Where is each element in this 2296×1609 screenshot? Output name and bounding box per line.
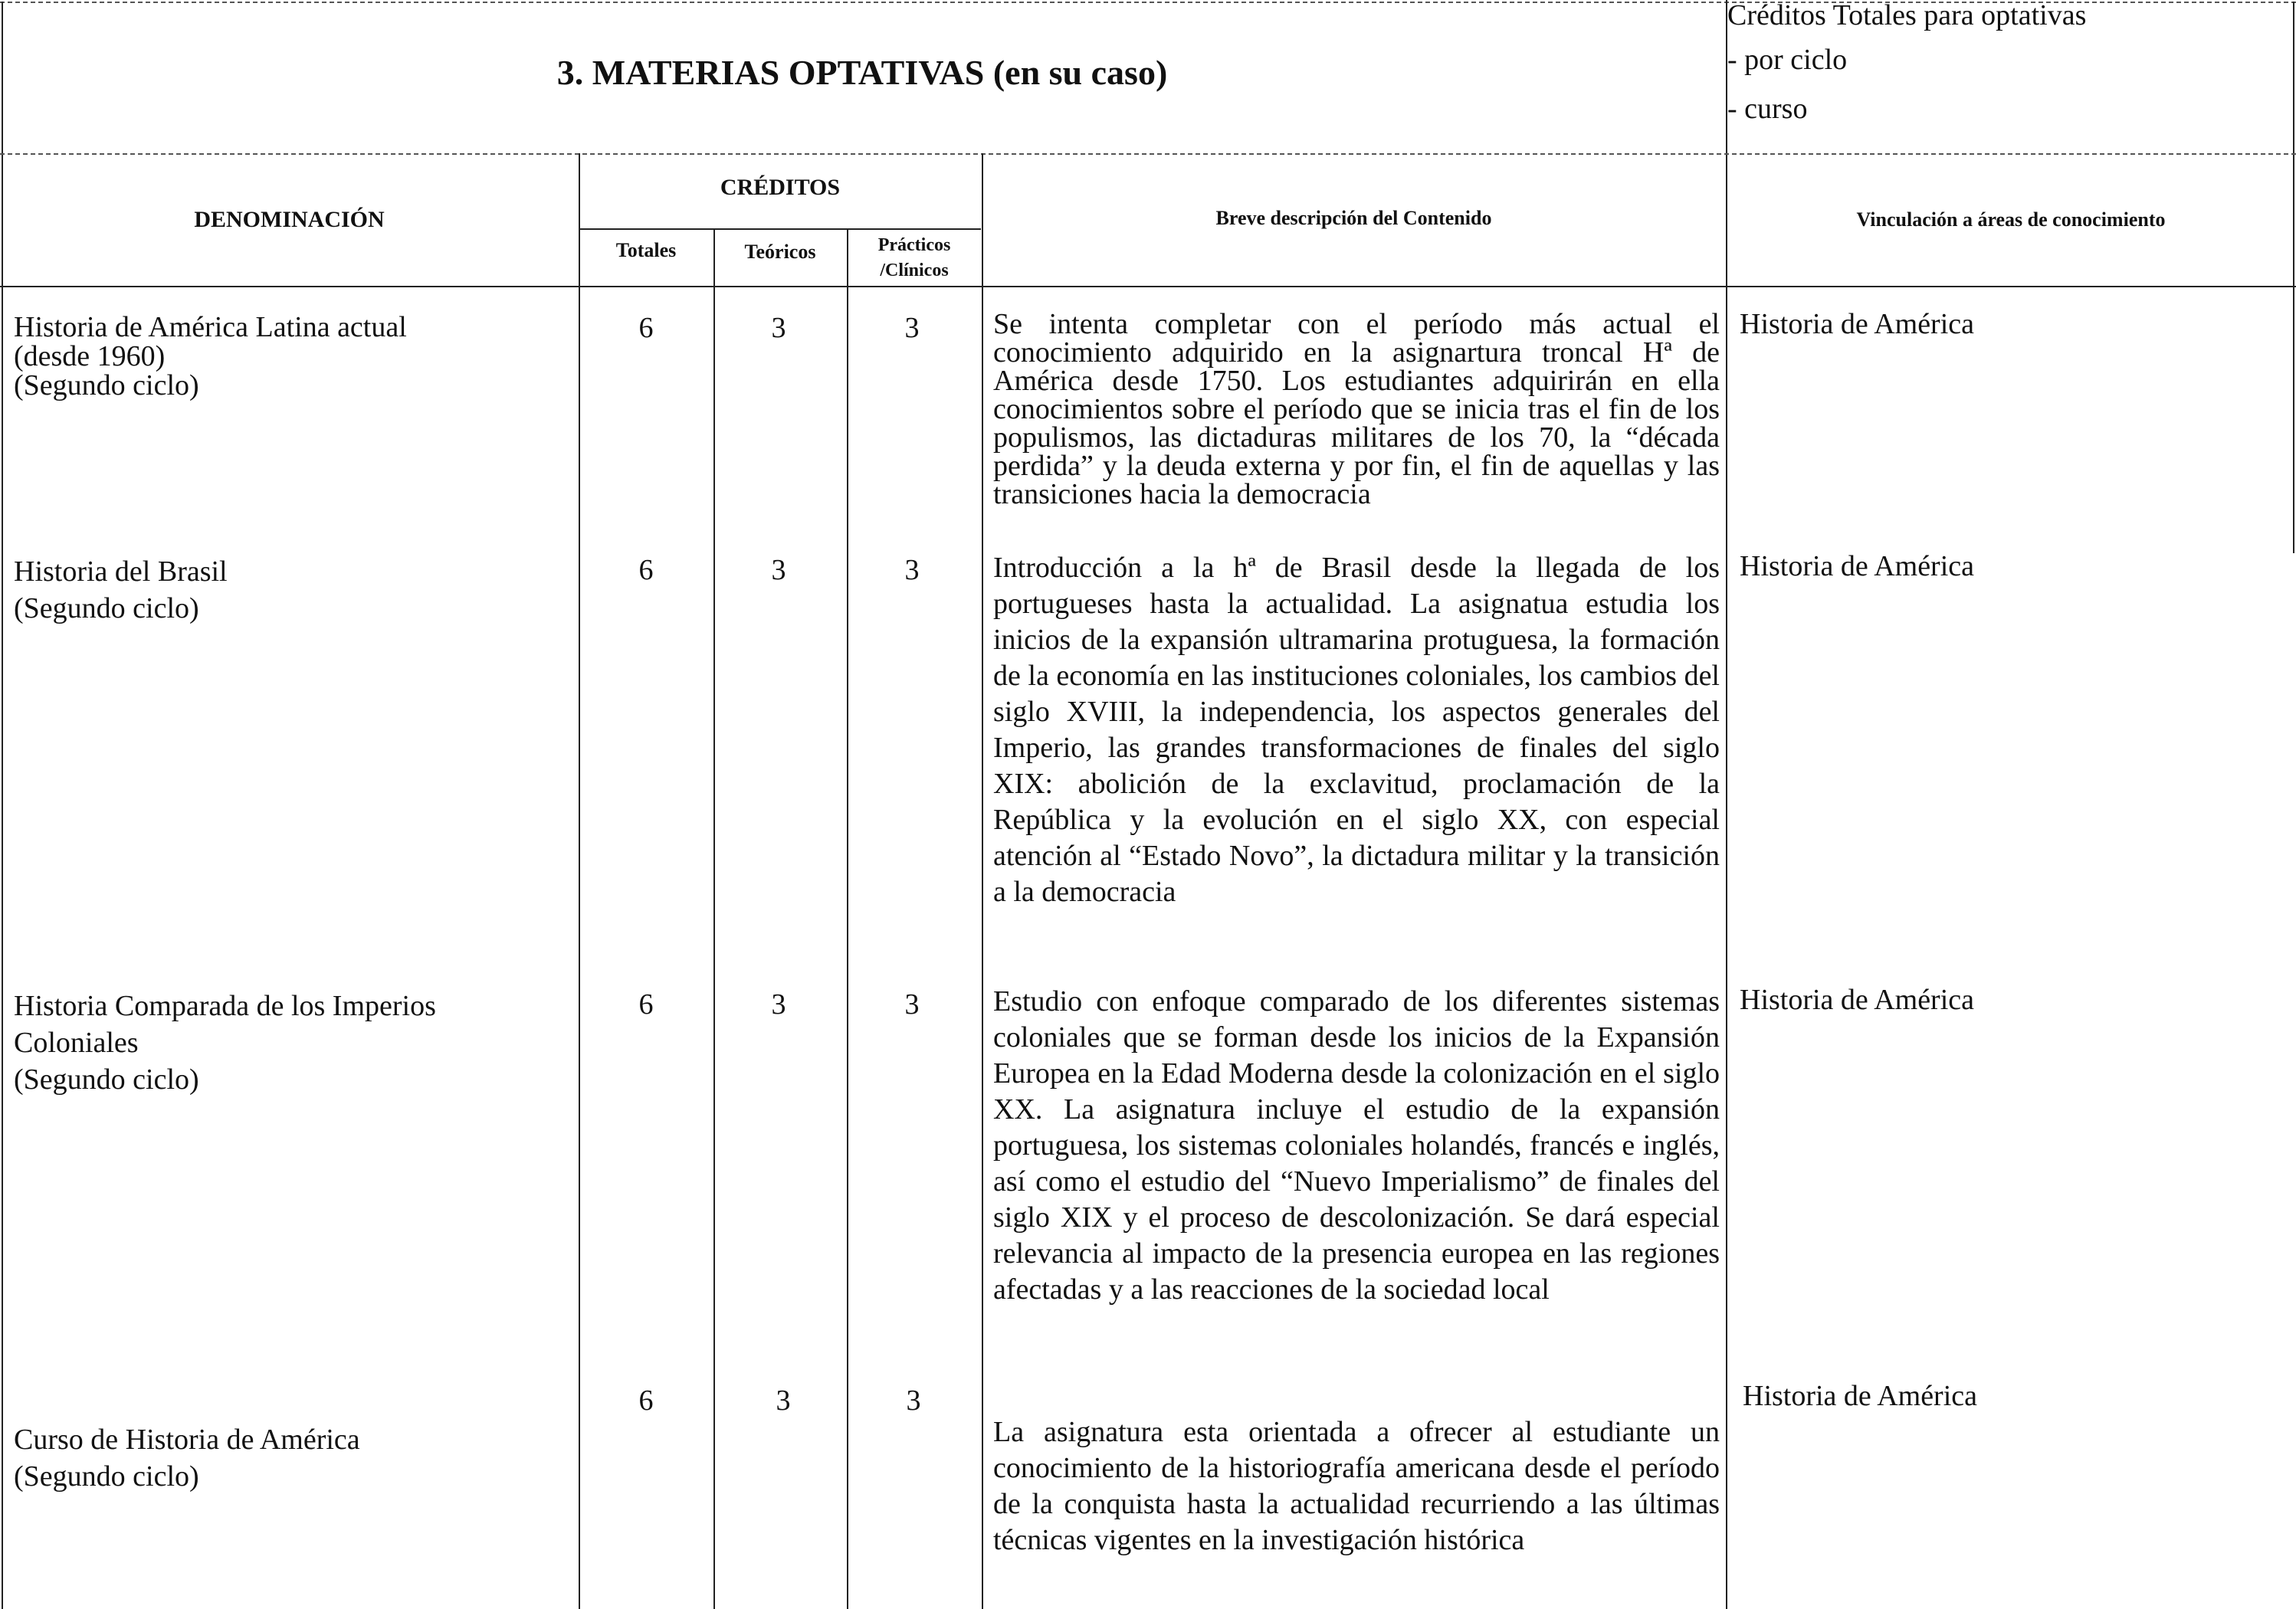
credits-practice: 3 xyxy=(904,988,920,1021)
left-border xyxy=(2,2,3,1609)
subject-name-line: Curso de Historia de América xyxy=(14,1424,360,1456)
credits-col-divider xyxy=(982,153,983,1609)
credits-total: 6 xyxy=(638,1385,654,1417)
credits-practice: 3 xyxy=(906,1385,921,1417)
total-col-divider xyxy=(713,228,715,1609)
credits-theory: 3 xyxy=(771,988,786,1021)
subject-name-line: (Segundo ciclo) xyxy=(14,1460,199,1493)
credits-theory: 3 xyxy=(776,1385,791,1417)
totals-heading: Créditos Totales para optativas xyxy=(1727,0,2087,31)
header-teoricos: Teóricos xyxy=(744,241,816,263)
right-border xyxy=(2293,2,2294,553)
subject-name-line: (Segundo ciclo) xyxy=(14,369,199,401)
header-vinculacion: Vinculación a áreas de conocimiento xyxy=(1856,208,2166,231)
subject-description: Introducción a la hª de Brasil desde la llegada de los portugueses hasta la actualidad. La asignatua estudia los inicios de la expansión ultramarina protuguesa, la formación de la economía en las instituciones coloniales, los cambios del siglo XVIII, la independencia, los aspectos generales del Imperio, las grandes transformaciones de finales del siglo XIX: abolición de la exclavitud, proclamación de la República y la evolución en el siglo XX, con especial atención al “Estado Novo”, la dictadura militar y la transición a la democracia xyxy=(993,552,1720,908)
subject-name-line: (desde 1960) xyxy=(14,340,166,372)
subject-name-line: (Segundo ciclo) xyxy=(14,1063,199,1096)
subject-description: La asignatura esta orientada a ofrecer al estudiante un conocimiento de la historiografía americana desde el período de la conquista hasta la actualidad recurriendo a las últimas técnicas vigentes en la investigación histórica xyxy=(993,1416,1720,1556)
page-title: 3. MATERIAS OPTATIVAS (en su caso) xyxy=(556,53,1168,92)
header-bottom-rule xyxy=(0,286,2296,287)
header-practicos: Prácticos xyxy=(877,235,951,255)
knowledge-area: Historia de América xyxy=(1740,550,1975,582)
header-creditos: CRÉDITOS xyxy=(720,175,841,200)
subject-name-line: Coloniales xyxy=(14,1027,139,1059)
subject-name-line: (Segundo ciclo) xyxy=(14,592,199,624)
header-descripcion: Breve descripción del Contenido xyxy=(1215,207,1492,229)
credits-practice: 3 xyxy=(904,312,920,344)
subject-description: Estudio con enfoque comparado de los diferentes sistemas coloniales que se forman desde los inicios de la Expansión Europea en la Edad Moderna desde la colonización en el siglo XX. La asignatura incluye el estudio de la expansión portuguesa, los sistemas coloniales holandés, francés e inglés, así como el estudio del “Nuevo Imperialismo” de finales del siglo XIX y el proceso de descolonización. Se dará especial relevancia al impacto de la presencia europea en las regiones afectadas y a las reacciones de la sociedad local xyxy=(993,985,1720,1306)
credits-total: 6 xyxy=(638,988,654,1021)
totals-per-cycle: - por ciclo xyxy=(1727,44,1848,76)
subject-description: Se intenta completar con el período más actual el conocimiento adquirido en la asignartura troncal Hª de América desde 1750. Los estudiantes adquirirán en ella conocimientos sobre el período que se inicia tras el fin de los populismos, las dictaduras militares de los 70, la “década perdida” y la deuda externa y por fin, el fin de aquellas y las transiciones hacia la democracia xyxy=(993,308,1720,510)
header-totales: Totales xyxy=(615,239,677,261)
credits-total: 6 xyxy=(638,312,654,344)
subject-name-line: Historia del Brasil xyxy=(14,555,228,588)
knowledge-area: Historia de América xyxy=(1740,984,1975,1016)
subject-name-line: Historia de América Latina actual xyxy=(14,311,407,343)
title-bottom-rule xyxy=(0,153,2296,155)
subject-name-line: Historia Comparada de los Imperios xyxy=(14,990,436,1022)
theory-col-divider xyxy=(847,228,848,1609)
credits-total: 6 xyxy=(638,554,654,586)
knowledge-area: Historia de América xyxy=(1740,308,1975,340)
credits-theory: 3 xyxy=(771,554,786,586)
name-col-divider xyxy=(579,153,580,1609)
header-clinicos: /Clínicos xyxy=(880,261,949,280)
credits-theory: 3 xyxy=(771,312,786,344)
totals-course: - curso xyxy=(1727,93,1808,125)
knowledge-area: Historia de América xyxy=(1743,1380,1978,1412)
credits-subheader-rule xyxy=(579,228,981,230)
totals-box-divider xyxy=(1726,0,1727,1609)
credits-practice: 3 xyxy=(904,554,920,586)
header-denominacion: DENOMINACIÓN xyxy=(194,207,385,232)
